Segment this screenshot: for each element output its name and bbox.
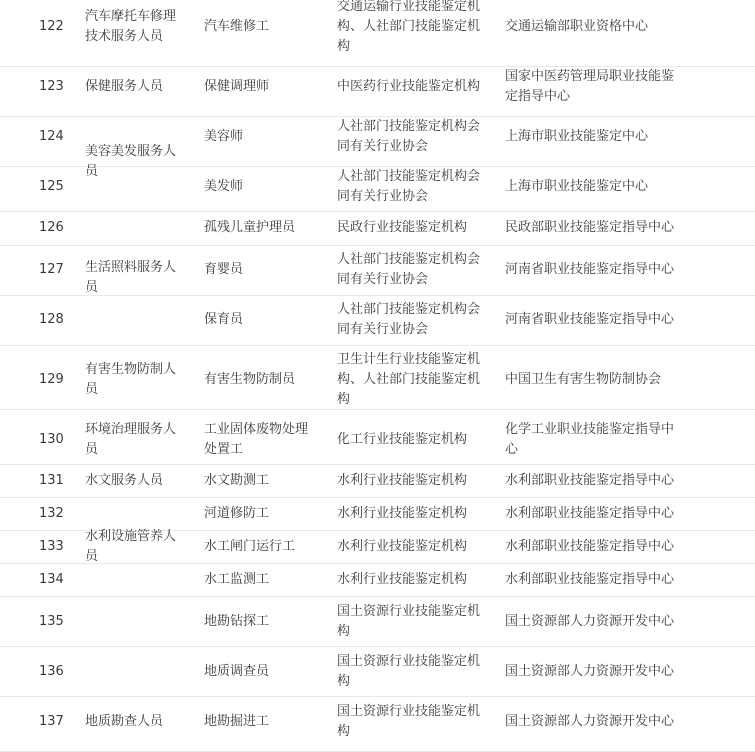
row-number: 136 — [39, 664, 64, 679]
appraisal-institution: 人社部门技能鉴定机构会 同有关行业协会 — [337, 169, 481, 204]
occupation-category: 美容美发服务人 员 — [85, 144, 177, 179]
guidance-center: 交通运输部职业资格中心 — [505, 19, 649, 34]
occupation-name: 美发师 — [204, 179, 244, 194]
guidance-center: 河南省职业技能鉴定指导中心 — [505, 262, 675, 277]
guidance-center: 上海市职业技能鉴定中心 — [505, 129, 649, 144]
occupation-name: 水工闸门运行工 — [204, 539, 296, 554]
appraisal-institution: 人社部门技能鉴定机构会 同有关行业协会 — [337, 302, 481, 337]
row-number: 122 — [39, 19, 64, 34]
appraisal-institution: 水利行业技能鉴定机构 — [337, 473, 468, 488]
guidance-center: 国土资源部人力资源开发中心 — [505, 614, 675, 629]
occupation-category: 水文服务人员 — [85, 473, 164, 488]
row-number: 131 — [39, 473, 64, 488]
occupation-name: 有害生物防制员 — [204, 372, 296, 387]
guidance-center: 水利部职业技能鉴定指导中心 — [505, 506, 675, 521]
occupation-category: 有害生物防制人 员 — [85, 362, 177, 397]
occupation-name: 地质调查员 — [204, 664, 270, 679]
occupation-name: 保育员 — [204, 312, 244, 327]
guidance-center: 民政部职业技能鉴定指导中心 — [505, 220, 675, 235]
occupation-category: 生活照料服务人 员 — [85, 260, 177, 295]
occupation-name: 汽车维修工 — [204, 19, 270, 34]
appraisal-institution: 化工行业技能鉴定机构 — [337, 432, 468, 447]
occupation-category: 地质勘查人员 — [85, 714, 164, 729]
guidance-center: 河南省职业技能鉴定指导中心 — [505, 312, 675, 327]
appraisal-institution: 民政行业技能鉴定机构 — [337, 220, 468, 235]
occupation-category: 汽车摩托车修理 技术服务人员 — [85, 9, 177, 44]
row-number: 130 — [39, 432, 64, 447]
occupation-name: 保健调理师 — [204, 79, 270, 94]
row-number: 132 — [39, 506, 64, 521]
row-number: 128 — [39, 312, 64, 327]
guidance-center: 化学工业职业技能鉴定指导中 心 — [505, 422, 675, 457]
row-number: 126 — [39, 220, 64, 235]
appraisal-institution: 国土资源行业技能鉴定机 构 — [337, 704, 481, 739]
occupation-name: 工业固体废物处理 处置工 — [204, 422, 309, 457]
row-number: 127 — [39, 262, 64, 277]
row-number: 137 — [39, 714, 64, 729]
row-number: 129 — [39, 372, 64, 387]
appraisal-institution: 水利行业技能鉴定机构 — [337, 506, 468, 521]
occupation-name: 美容师 — [204, 129, 244, 144]
occupation-name: 水文勘测工 — [204, 473, 270, 488]
row-number: 134 — [39, 572, 64, 587]
appraisal-institution: 中医药行业技能鉴定机构 — [337, 79, 481, 94]
row-number: 123 — [39, 79, 64, 94]
appraisal-institution: 水利行业技能鉴定机构 — [337, 539, 468, 554]
occupation-name: 孤残儿童护理员 — [204, 220, 296, 235]
guidance-center: 中国卫生有害生物防制协会 — [505, 372, 662, 387]
guidance-center: 水利部职业技能鉴定指导中心 — [505, 473, 675, 488]
guidance-center: 上海市职业技能鉴定中心 — [505, 179, 649, 194]
occupation-name: 河道修防工 — [204, 506, 270, 521]
appraisal-institution: 国土资源行业技能鉴定机 构 — [337, 654, 481, 689]
appraisal-institution: 人社部门技能鉴定机构会 同有关行业协会 — [337, 119, 481, 154]
occupation-category: 环境治理服务人 员 — [85, 422, 177, 457]
occupation-name: 地勘掘进工 — [204, 714, 270, 729]
guidance-center: 水利部职业技能鉴定指导中心 — [505, 539, 675, 554]
guidance-center: 水利部职业技能鉴定指导中心 — [505, 572, 675, 587]
occupation-name: 地勘钻探工 — [204, 614, 270, 629]
occupation-category: 保健服务人员 — [85, 79, 164, 94]
occupation-name: 水工监测工 — [204, 572, 270, 587]
row-number: 133 — [39, 539, 64, 554]
appraisal-institution: 卫生计生行业技能鉴定机 构、人社部门技能鉴定机 构 — [337, 352, 481, 407]
appraisal-institution: 水利行业技能鉴定机构 — [337, 572, 468, 587]
row-number: 124 — [39, 129, 64, 144]
occupation-category: 水利设施管养人 员 — [85, 529, 177, 564]
appraisal-institution: 国土资源行业技能鉴定机 构 — [337, 604, 481, 639]
appraisal-institution: 人社部门技能鉴定机构会 同有关行业协会 — [337, 252, 481, 287]
row-number: 135 — [39, 614, 64, 629]
guidance-center: 国土资源部人力资源开发中心 — [505, 714, 675, 729]
occupation-name: 育婴员 — [204, 262, 244, 277]
guidance-center: 国土资源部人力资源开发中心 — [505, 664, 675, 679]
guidance-center: 国家中医药管理局职业技能鉴 定指导中心 — [505, 69, 675, 104]
row-number: 125 — [39, 179, 64, 194]
appraisal-institution: 交通运输行业技能鉴定机 构、人社部门技能鉴定机 构 — [337, 0, 481, 54]
